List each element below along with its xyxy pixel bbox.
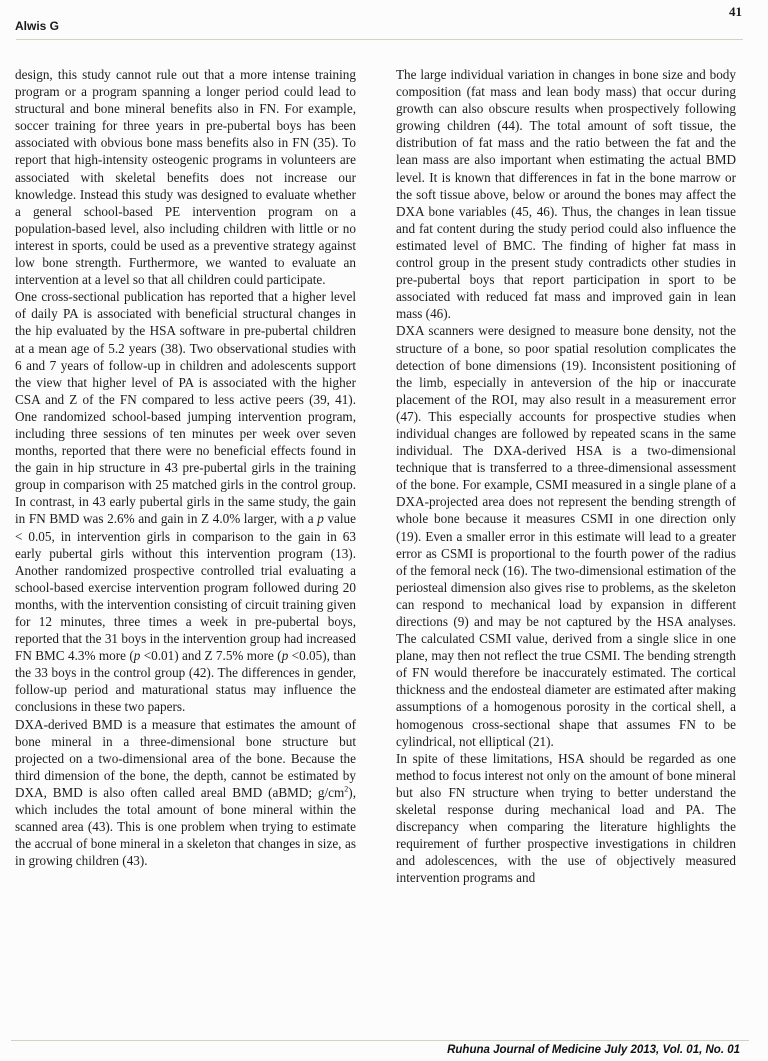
left-column: [15, 66, 356, 869]
right-column: [396, 66, 736, 887]
superscript-text: 2: [344, 784, 349, 794]
paragraph: [15, 716, 356, 870]
paragraph-text: The large individual variation in changes in bone size and body composition (fat mass and lean body mass) that occur during growth can also obscure results when prospectively following growing children (44). The total amount of soft tissue, the distribution of fat mass and the ratio between the fat and the lean mass are also important when estimating the actual BMD level. It is known that differences in fat in the bone marrow or the soft tissue above, below or around the bones may affect the DXA bone variables (45, 46). Thus, the changes in lean tissue and fat content during the study period could also influence the estimated level of BMC. The finding of higher fat mass in control group in the present study contradicts other studies in pre-pubertal boys that report participation in sport to be associated with reduced fat mass and improved gain in lean mass (46).: [396, 67, 736, 322]
italic-text: p: [317, 511, 324, 527]
paragraph-text: In spite of these limitations, HSA should be regarded as one method to focus interest not only on the amount of bone mineral but also FN structure when trying to better understand the skeletal response during mechanical load and PA. The discrepancy when comparing the literature highlights the requirement of further prospective investigations in children and adolescences, with the use of objectively measured intervention programs and: [396, 750, 736, 886]
paragraph: [15, 288, 356, 715]
paragraph-text: DXA scanners were designed to measure bone density, not the structure of a bone, so poor spatial resolution complicates the detection of bone dimensions (19). Inconsistent positioning of the limb, especially in anteversion of the hip or inaccurate placement of the ROI, may also result in a measurement error (47). This especially accounts for prospective studies when individual changes are followed by repeated scans in the same individual. The DXA-derived HSA is a two-dimensional technique that is transferred to a three-dimensional assessment of the bone. For example, CSMI measured in a single plane of a DXA-projected area does not represent the bending strength of whole bone because it measures CSMI in one direction only (19). Even a smaller error in this estimate will lead to a greater error as CSMI is proportional to the fourth power of the radius of the femoral neck (16). The two-dimensional estimation of the periosteal dimension also gives rise to problems, as the skeleton can respond to mechanical load by expansion in different directions (9) and may be not captured by the HSA analyses. The calculated CSMI value, derived from a single slice in one plane, may then not reflect the true CSMI. The bending strength of FN would therefore be inaccurately estimated. The cortical thickness and the endosteal diameter are estimated after making assumptions of a homogenous porosity in the cortical shell, a homogenous cross-sectional shape that assumes FN to be cylindrical, not elliptical (21).: [396, 323, 736, 749]
footer-divider: [11, 1040, 749, 1041]
header-divider: [16, 39, 743, 40]
journal-citation: Ruhuna Journal of Medicine July 2013, Vol. 01, No. 01: [447, 1044, 740, 1056]
paragraph-text: design, this study cannot rule out that a more intense training program or a program spanning a longer period could lead to structural and bone mineral benefits also in FN. For example, soccer training for three years in pre-pubertal boys has been associated with obvious bone mass benefits also in FN (35). To report that high-intensity osteogenic programs in volunteers are associated with skeletal benefits does not increase our knowledge. Instead this study was designed to evaluate whether a general school-based PE intervention program on a population-based level, also including children with little or no interest in sports, could be used as a preventive strategy against low bone strength. Furthermore, we wanted to evaluate an intervention at a level so that all children could participate.: [15, 67, 356, 288]
paragraph-text: <0.01) and Z 7.5% more (: [140, 648, 282, 664]
paragraph-text: <0.05), than the 33 boys in the control group (42). The differences in gender, follow-up period and maturational status may influence the conclusions in these two papers.: [15, 648, 356, 715]
italic-text: p: [133, 648, 141, 664]
paragraph: [15, 66, 356, 288]
paragraph-text: One cross-sectional publication has reported that a higher level of daily PA is associated with beneficial structural changes in the hip evaluated by the HSA software in pre-pubertal children at a mean age of 5.2 years (38). Two observational studies with 6 and 7 years of follow-up in children and adolescents support the view that higher level of PA is associated with the higher CSA and Z of the FN compared to less active peers (39, 41). One randomized school-based jumping intervention program, including three sessions of ten minutes per week over seven months, reported that there were no beneficial effects found in the gain in hip structure in 43 pre-pubertal girls in the training group in comparison with 25 matched girls in the control group. In contrast, in 43 early pubertal girls in the same study, the gain in FN BMD was 2.6% and gain in Z 4.0% larger, with a: [15, 289, 356, 527]
italic-text: p: [281, 648, 289, 664]
paragraph-text: DXA-derived BMD is a measure that estimates the amount of bone mineral in a three-dimensional bone structure but projected on a two-dimensional area of the bone. Because the third dimension of the bone, the depth, cannot be estimated by DXA, BMD is also often called areal BMD (aBMD; g/cm: [15, 716, 356, 800]
paragraph-text: ), which includes the total amount of bone mineral within the scanned area (43). This is one problem when trying to estimate the accrual of bone mineral in a skeleton that changes in size, as in growing children (43).: [15, 784, 356, 869]
page-number: 41: [729, 4, 742, 19]
paragraph: [396, 750, 736, 887]
paragraph: [396, 322, 736, 749]
paragraph: [396, 66, 736, 322]
paragraph-text: value < 0.05, in intervention girls in comparison to the gain in 63 early pubertal girls without this intervention program (13). Another randomized prospective controlled trial evaluating a school-based exercise intervention program followed during 20 months, with the intervention consisting of circuit training given for 12 minutes, three times a week in pre-pubertal boys, reported that the 31 boys in the intervention group had increased FN BMC 4.3% more (: [15, 511, 356, 664]
running-head-author: Alwis G: [15, 19, 60, 33]
